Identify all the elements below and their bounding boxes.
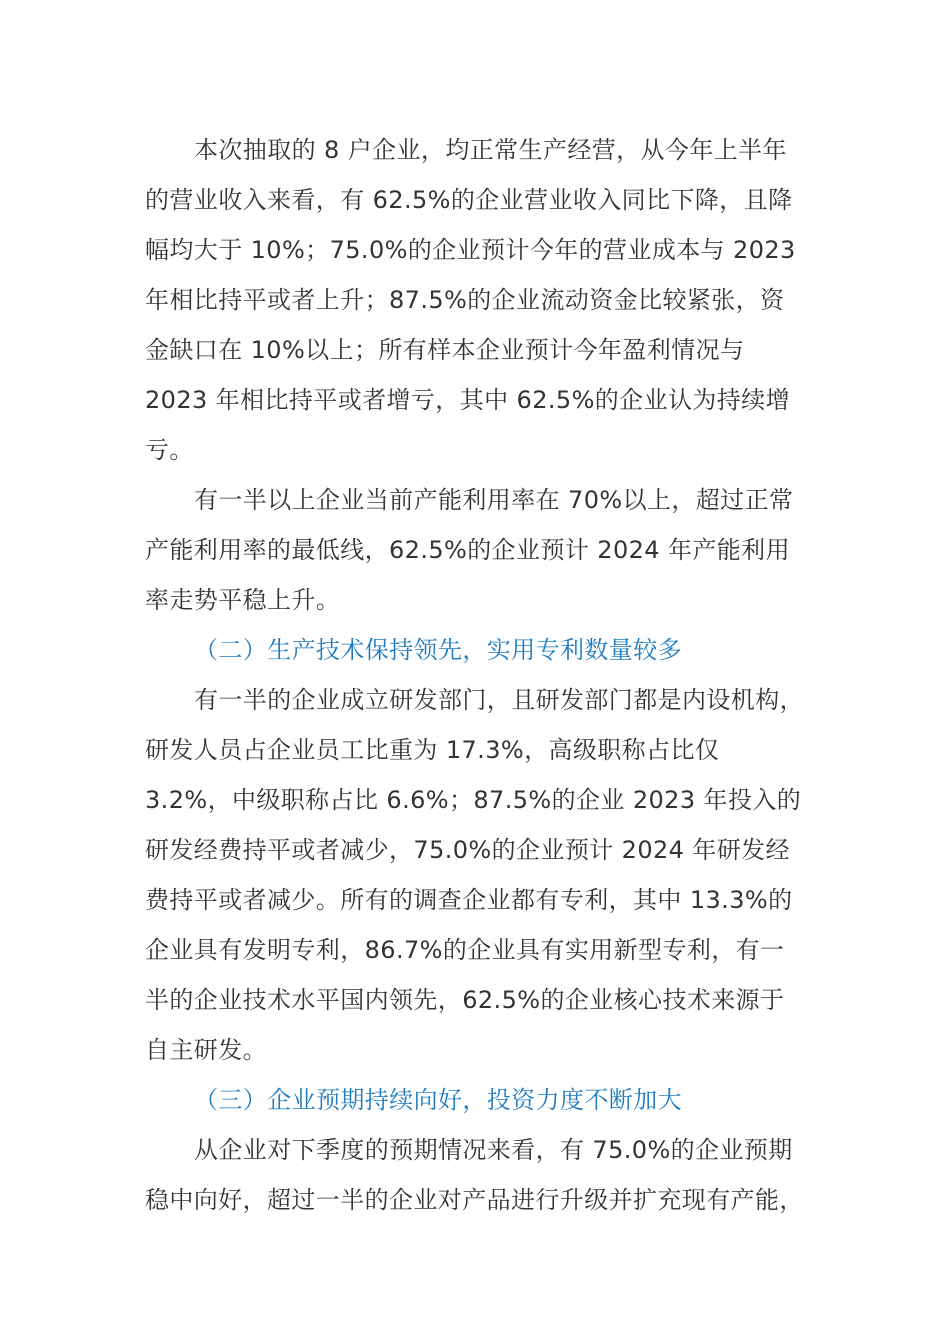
paragraph-3-line-7: 半的企业技术水平国内领先，62.5%的企业核心技术来源于 [145, 986, 785, 1014]
paragraph-3-line-3: 3.2%，中级职称占比 6.6%；87.5%的企业 2023 年投入的 [145, 786, 802, 814]
paragraph-1-line-2: 的营业收入来看，有 62.5%的企业营业收入同比下降，且降 [145, 186, 793, 214]
section-heading-3: （三）企业预期持续向好，投资力度不断加大 [194, 1086, 682, 1114]
paragraph-2-line-1: 有一半以上企业当前产能利用率在 70%以上，超过正常 [194, 486, 794, 514]
paragraph-1-line-7: 亏。 [145, 436, 194, 464]
paragraph-1-line-4: 年相比持平或者上升；87.5%的企业流动资金比较紧张，资 [145, 286, 785, 314]
paragraph-2-line-3: 率走势平稳上升。 [145, 586, 341, 614]
section-heading-2: （二）生产技术保持领先，实用专利数量较多 [194, 636, 682, 664]
paragraph-3-line-2: 研发人员占企业员工比重为 17.3%，高级职称占比仅 [145, 736, 720, 764]
paragraph-2-line-2: 产能利用率的最低线，62.5%的企业预计 2024 年产能利用 [145, 536, 790, 564]
paragraph-4-line-1: 从企业对下季度的预期情况来看，有 75.0%的企业预期 [194, 1136, 793, 1164]
paragraph-1-line-6: 2023 年相比持平或者增亏，其中 62.5%的企业认为持续增 [145, 386, 790, 414]
paragraph-3-line-5: 费持平或者减少。所有的调查企业都有专利，其中 13.3%的 [145, 886, 793, 914]
paragraph-1-line-3: 幅均大于 10%；75.0%的企业预计今年的营业成本与 2023 [145, 236, 796, 264]
paragraph-3-line-6: 企业具有发明专利，86.7%的企业具有实用新型专利，有一 [145, 936, 785, 964]
paragraph-1-line-1: 本次抽取的 8 户企业，均正常生产经营，从今年上半年 [194, 136, 787, 164]
paragraph-3-line-8: 自主研发。 [145, 1036, 267, 1064]
paragraph-4-line-2: 稳中向好，超过一半的企业对产品进行升级并扩充现有产能， [145, 1186, 804, 1214]
paragraph-3-line-1: 有一半的企业成立研发部门，且研发部门都是内设机构， [194, 686, 804, 714]
paragraph-1-line-5: 金缺口在 10%以上；所有样本企业预计今年盈利情况与 [145, 336, 745, 364]
paragraph-3-line-4: 研发经费持平或者减少，75.0%的企业预计 2024 年研发经 [145, 836, 790, 864]
